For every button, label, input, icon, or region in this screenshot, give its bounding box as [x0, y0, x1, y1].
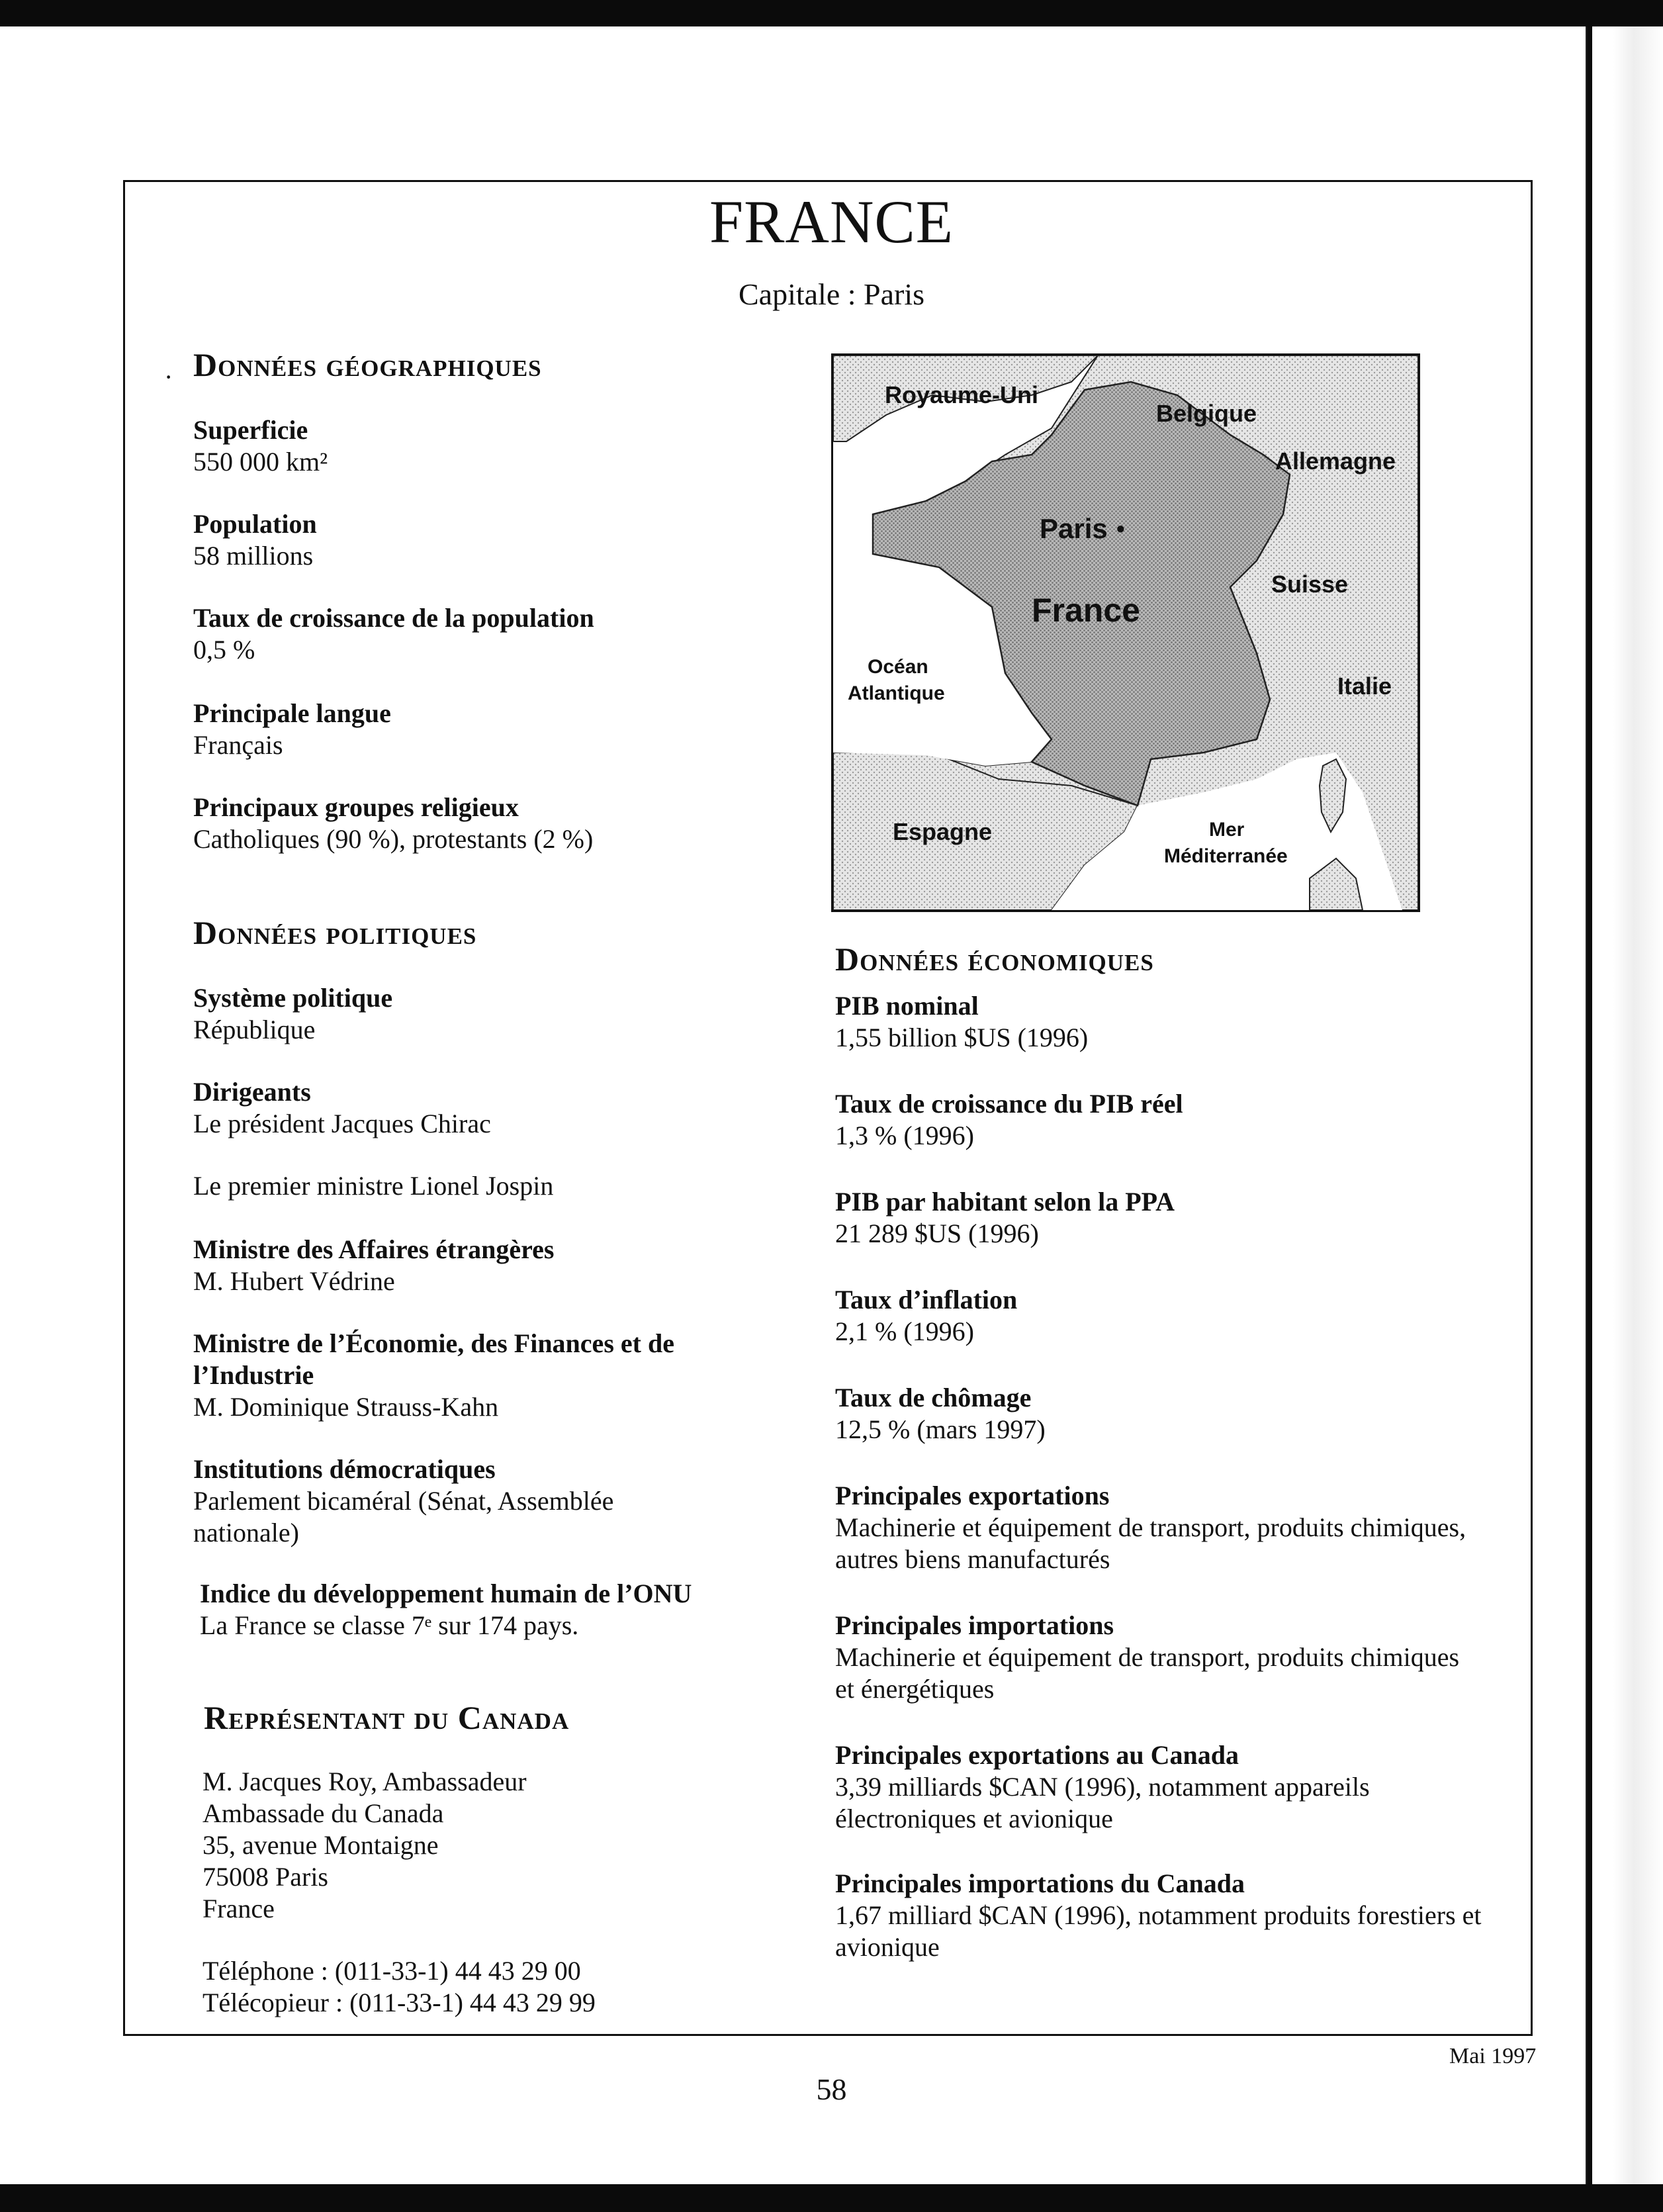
field-economy-minister — [193, 1328, 762, 1423]
field-value: Le premier ministre Lionel Jospin — [193, 1171, 554, 1201]
map-drawing — [833, 355, 1418, 910]
map-label-sea-1: Mer — [1209, 819, 1245, 841]
section-title-representative: Représentant du Canada — [204, 1699, 570, 1736]
field-label: Taux d’inflation — [835, 1285, 1018, 1314]
france-map — [831, 353, 1420, 912]
address-line: 75008 Paris — [202, 1862, 328, 1892]
phone-number: Téléphone : (011-33-1) 44 43 29 00 — [202, 1956, 581, 1986]
map-label-uk: Royaume-Uni — [885, 381, 1039, 408]
address-line: Ambassade du Canada — [202, 1798, 444, 1828]
map-label-sea-2: Méditerranée — [1164, 845, 1288, 867]
field-value: M. Hubert Védrine — [193, 1266, 395, 1296]
map-label-spain: Espagne — [893, 818, 993, 845]
field-label: Principaux groupes religieux — [193, 792, 519, 822]
field-label: Principales exportations — [835, 1481, 1110, 1510]
field-value: 0,5 % — [193, 635, 255, 665]
field-area — [193, 414, 789, 478]
field-label: Principales importations du Canada — [835, 1868, 1245, 1898]
field-label: Principale langue — [193, 698, 391, 728]
field-language — [193, 698, 789, 761]
field-value: 550 000 km² — [193, 447, 328, 477]
map-label-ocean-2: Atlantique — [848, 682, 945, 704]
field-hdi — [200, 1578, 795, 1641]
field-gdp — [835, 990, 1484, 1054]
fax-number: Télécopieur : (011-33-1) 44 43 29 99 — [202, 1988, 596, 2017]
field-gdp-per-capita — [835, 1186, 1484, 1250]
field-label: Taux de croissance de la population — [193, 603, 594, 633]
representative-contact — [202, 1955, 798, 2019]
map-paris-dot: • — [1116, 515, 1125, 542]
field-value: Catholiques (90 %), protestants (2 %) — [193, 824, 594, 854]
field-value: Le président Jacques Chirac — [193, 1109, 491, 1138]
capital-subtitle: Capitale : Paris — [738, 277, 925, 311]
field-political-system — [193, 982, 789, 1046]
field-value: 1,67 milliard $CAN (1996), notamment produits forestiers et avionique — [835, 1900, 1482, 1962]
field-value: Machinerie et équipement de transport, produits chimiques et énergétiques — [835, 1642, 1460, 1704]
representative-address — [202, 1766, 798, 1925]
field-population-growth — [193, 602, 789, 666]
field-label: PIB par habitant selon la PPA — [835, 1187, 1175, 1217]
field-label: Superficie — [193, 415, 308, 445]
address-line: 35, avenue Montaigne — [202, 1830, 439, 1860]
field-value: 2,1 % (1996) — [835, 1316, 974, 1346]
field-value: 3,39 milliards $CAN (1996), notamment appareils électroniques et avionique — [835, 1772, 1370, 1833]
map-label-switzerland: Suisse — [1271, 571, 1349, 598]
field-label: Taux de chômage — [835, 1383, 1032, 1412]
field-label: Système politique — [193, 983, 393, 1013]
field-label: Principales exportations au Canada — [835, 1740, 1239, 1770]
scan-top-border — [0, 0, 1663, 26]
field-population — [193, 508, 789, 572]
footer-date: Mai 1997 — [1449, 2044, 1537, 2068]
field-label: Taux de croissance du PIB réel — [835, 1089, 1183, 1119]
section-title-politics: Données politiques — [193, 914, 477, 951]
field-label: Ministre de l’Économie, des Finances et de l’Industrie — [193, 1328, 674, 1390]
field-value: Français — [193, 730, 283, 760]
field-prime-minister — [193, 1170, 789, 1202]
field-value: 58 millions — [193, 541, 314, 571]
field-exports — [835, 1480, 1484, 1575]
field-imports — [835, 1610, 1484, 1705]
scan-right-edge — [1586, 26, 1663, 2184]
field-value: 1,3 % (1996) — [835, 1121, 974, 1150]
field-imports-from-canada — [835, 1868, 1484, 1963]
field-value: La France se classe 7ᵉ sur 174 pays. — [200, 1610, 579, 1640]
map-label-germany: Allemagne — [1275, 447, 1396, 475]
field-value: M. Dominique Strauss-Kahn — [193, 1392, 499, 1422]
field-gdp-growth — [835, 1088, 1484, 1152]
field-label: Population — [193, 509, 317, 539]
field-value: 21 289 $US (1996) — [835, 1219, 1039, 1248]
map-label-paris: Paris — [1040, 513, 1108, 544]
section-bullet: · — [164, 362, 173, 392]
map-label-italy: Italie — [1337, 672, 1392, 700]
field-value: Parlement bicaméral (Sénat, Assemblée nationale) — [193, 1486, 614, 1547]
field-unemployment — [835, 1382, 1484, 1446]
field-leaders — [193, 1076, 789, 1140]
field-label: Ministre des Affaires étrangères — [193, 1234, 555, 1264]
field-label: PIB nominal — [835, 991, 979, 1021]
field-label: Indice du développement humain de l’ONU — [200, 1579, 692, 1608]
field-exports-to-canada — [835, 1739, 1484, 1835]
section-title-geography: Données géographiques — [193, 346, 542, 383]
page-number: 58 — [816, 2072, 847, 2106]
address-line: M. Jacques Roy, Ambassadeur — [202, 1767, 527, 1796]
field-religion — [193, 792, 789, 855]
scan-page-fold — [1613, 26, 1663, 2184]
field-foreign-minister — [193, 1234, 789, 1297]
field-institutions — [193, 1453, 696, 1549]
field-inflation — [835, 1284, 1484, 1348]
field-label: Dirigeants — [193, 1077, 311, 1107]
map-label-ocean-1: Océan — [868, 656, 928, 678]
map-label-france: France — [1032, 592, 1140, 629]
section-title-economy: Données économiques — [835, 941, 1154, 978]
scan-edge-shadow — [1587, 26, 1592, 2184]
field-value: 12,5 % (mars 1997) — [835, 1414, 1046, 1444]
field-value: République — [193, 1015, 316, 1044]
address-line: France — [202, 1894, 275, 1923]
page-title: FRANCE — [709, 188, 954, 255]
field-label: Institutions démocratiques — [193, 1454, 496, 1484]
field-value: 1,55 billion $US (1996) — [835, 1023, 1089, 1052]
scan-bottom-border — [0, 2184, 1663, 2212]
field-label: Principales importations — [835, 1610, 1114, 1640]
field-value: Machinerie et équipement de transport, produits chimiques, autres biens manufacturés — [835, 1512, 1466, 1574]
map-label-belgium: Belgique — [1156, 400, 1257, 427]
